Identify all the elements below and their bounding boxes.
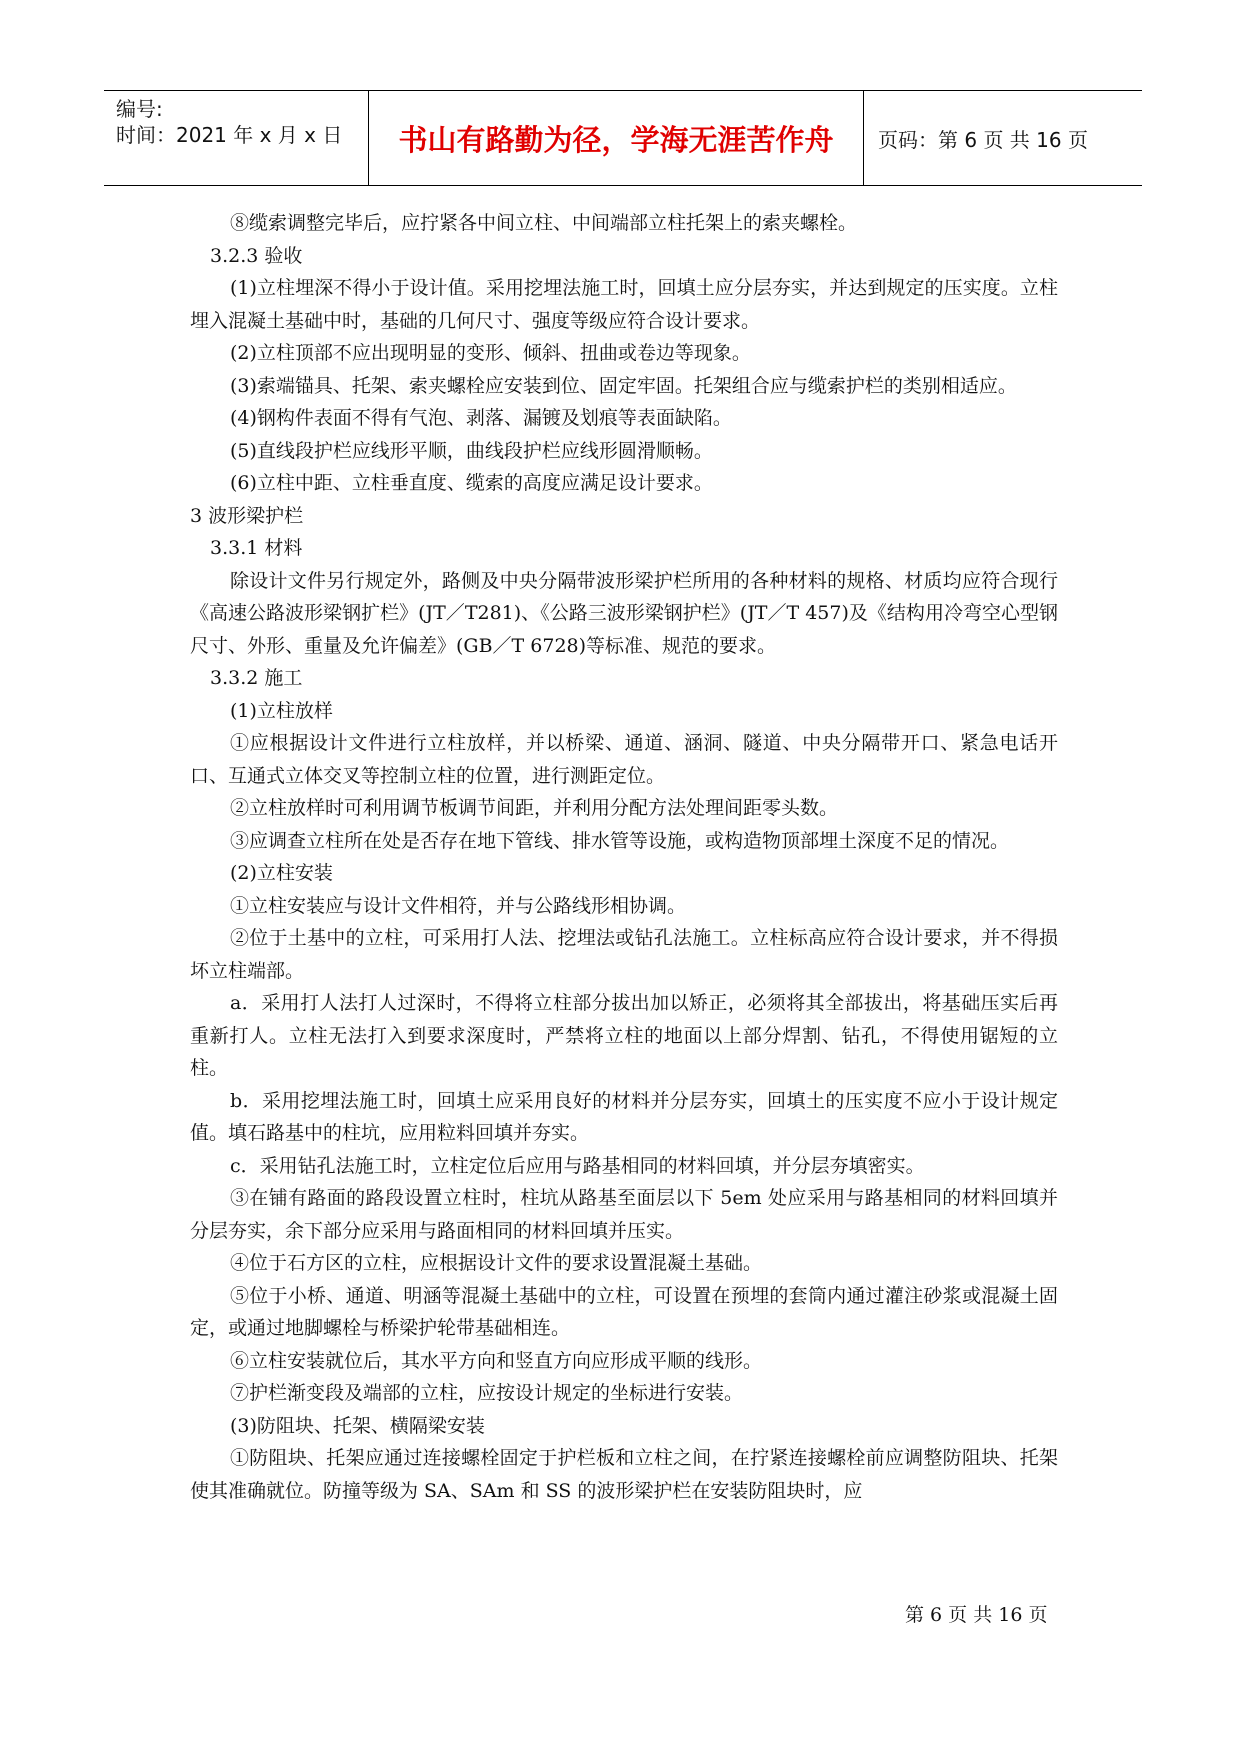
- body-paragraph: 除设计文件另行规定外，路侧及中央分隔带波形梁护栏所用的各种材料的规格、材质均应符合现行《高速公路波形梁钢扩栏》(JT／T281)、《公路三波形梁钢护栏》(JT／T 457)及《结构用冷弯空心型钢尺寸、外形、重量及允许偏差》(GB／T 6728)等标准、规范的要求。: [190, 569, 1058, 657]
- body-paragraph: ②位于土基中的立柱，可采用打人法、挖埋法或钻孔法施工。立柱标高应符合设计要求，并不得损坏立柱端部。: [190, 927, 1058, 982]
- body-paragraph: ⑦护栏渐变段及端部的立柱，应按设计规定的坐标进行安装。: [230, 1382, 744, 1404]
- page-footer-number: 第 6 页 共 16 页: [905, 1604, 1048, 1626]
- body-paragraph: (1)立柱埋深不得小于设计值。采用挖埋法施工时，回填土应分层夯实，并达到规定的压实度。立柱埋入混凝土基础中时，基础的几何尺寸、强度等级应符合设计要求。: [190, 277, 1058, 332]
- body-paragraph: (4)钢构件表面不得有气泡、剥落、漏镀及划痕等表面缺陷。: [230, 407, 732, 429]
- body-paragraph: (5)直线段护栏应线形平顺，曲线段护栏应线形圆滑顺畅。: [230, 439, 713, 462]
- body-paragraph: 3.3.2 施工: [210, 667, 303, 689]
- body-paragraph: 3.2.3 验收: [210, 244, 303, 267]
- header-page-number: 页码：第 6 页 共 16 页: [878, 127, 1088, 152]
- document-number-label: 编号:: [116, 97, 163, 121]
- body-paragraph: (3)索端锚具、托架、索夹螺栓应安装到位、固定牢固。托架组合应与缆索护栏的类别相适应。: [230, 374, 1017, 397]
- header-middle-cell: [369, 91, 864, 185]
- body-paragraph: ⑧缆索调整完毕后，应拧紧各中间立柱、中间端部立柱托架上的索夹螺栓。: [230, 212, 858, 234]
- document-time-label: 时间：2021 年 x 月 x 日: [116, 123, 343, 147]
- body-paragraph: 3.3.1 材料: [210, 537, 303, 559]
- body-paragraph: (3)防阻块、托架、横隔梁安装: [230, 1414, 485, 1437]
- body-paragraph: ④位于石方区的立柱，应根据设计文件的要求设置混凝土基础。: [230, 1252, 763, 1274]
- body-paragraph: ③应调查立柱所在处是否存在地下管线、排水管等设施，或构造物顶部埋土深度不足的情况。: [230, 829, 1010, 852]
- body-paragraph: (2)立柱安装: [230, 862, 333, 884]
- header-left-cell: [104, 91, 369, 185]
- body-paragraph: ①防阻块、托架应通过连接螺栓固定于护栏板和立柱之间，在拧紧连接螺栓前应调整防阻块、托架使其准确就位。防撞等级为 SA、SAm 和 SS 的波形梁护栏在安装防阻块时，应: [190, 1447, 1058, 1502]
- document-body: [190, 207, 1058, 1507]
- body-paragraph: ①立柱安装应与设计文件相符，并与公路线形相协调。: [230, 894, 687, 917]
- body-paragraph: (2)立柱顶部不应出现明显的变形、倾斜、扭曲或卷边等现象。: [230, 342, 751, 364]
- header-motto: 书山有路勤为径，学海无涯苦作舟: [398, 122, 834, 157]
- body-paragraph: b．采用挖埋法施工时，回填土应采用良好的材料并分层夯实，回填土的压实度不应小于设计规定值。填石路基中的柱坑，应用粒料回填并夯实。: [190, 1089, 1058, 1144]
- body-paragraph: ⑥立柱安装就位后，其水平方向和竖直方向应形成平顺的线形。: [230, 1349, 763, 1372]
- body-paragraph: ①应根据设计文件进行立柱放样，并以桥梁、通道、涵洞、隧道、中央分隔带开口、紧急电话开口、互通式立体交叉等控制立柱的位置，进行测距定位。: [190, 732, 1058, 787]
- body-paragraph: ⑤位于小桥、通道、明涵等混凝土基础中的立柱，可设置在预埋的套筒内通过灌注砂浆或混凝土固定，或通过地脚螺栓与桥梁护轮带基础相连。: [190, 1284, 1058, 1339]
- body-paragraph: 3 波形梁护栏: [190, 504, 304, 527]
- body-paragraph: (6)立柱中距、立柱垂直度、缆索的高度应满足设计要求。: [230, 472, 713, 494]
- header-right-cell: [864, 91, 1142, 185]
- body-paragraph: ②立柱放样时可利用调节板调节间距，并利用分配方法处理间距零头数。: [230, 797, 839, 819]
- body-paragraph: ③在铺有路面的路段设置立柱时，柱坑从路基至面层以下 5em 处应采用与路基相同的材料回填并分层夯实，余下部分应采用与路面相同的材料回填并压实。: [190, 1187, 1058, 1242]
- body-paragraph: c．采用钻孔法施工时，立柱定位后应用与路基相同的材料回填，并分层夯填密实。: [230, 1154, 925, 1177]
- body-paragraph: (1)立柱放样: [230, 699, 333, 722]
- body-paragraph: a．采用打人法打人过深时，不得将立柱部分拔出加以矫正，必须将其全部拔出，将基础压实后再重新打人。立柱无法打入到要求深度时，严禁将立柱的地面以上部分焊割、钻孔，不得使用锯短的立柱。: [190, 992, 1058, 1079]
- page-header: [104, 90, 1142, 186]
